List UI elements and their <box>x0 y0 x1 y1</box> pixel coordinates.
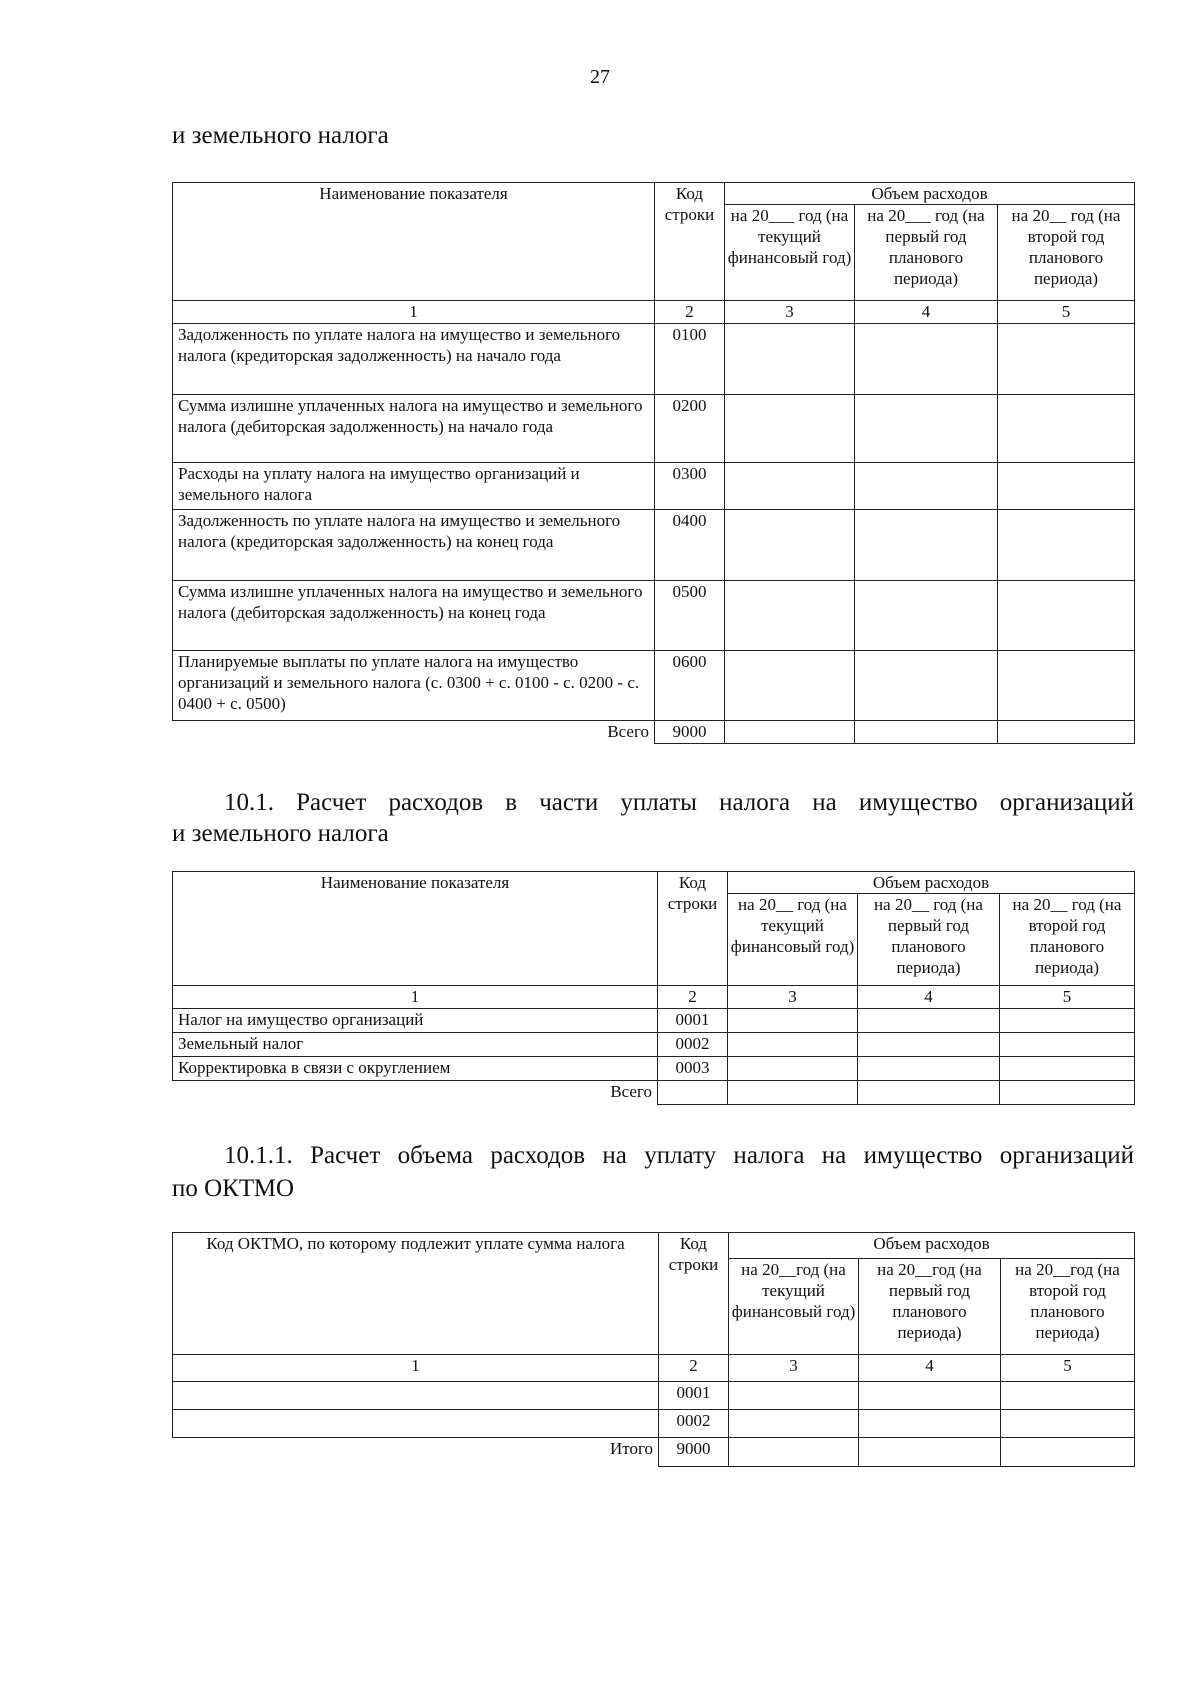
row-code: 0002 <box>659 1410 729 1438</box>
oktmo-code-cell[interactable] <box>173 1410 659 1438</box>
table-row <box>173 1057 1135 1081</box>
column-number: 5 <box>998 301 1135 324</box>
row-code: 0500 <box>655 581 725 651</box>
total-label: Всего <box>173 1081 658 1105</box>
value-cell[interactable] <box>998 395 1135 463</box>
column-number: 2 <box>659 1355 729 1382</box>
row-code: 0600 <box>655 651 725 721</box>
value-cell[interactable] <box>1001 1382 1135 1410</box>
value-cell[interactable] <box>858 1081 1000 1105</box>
column-number-row <box>173 301 1135 324</box>
total-row <box>173 1438 1135 1467</box>
value-cell[interactable] <box>1000 1081 1135 1105</box>
value-cell[interactable] <box>1000 1009 1135 1033</box>
value-cell[interactable] <box>998 463 1135 510</box>
section-10-1-1-title-cont: по ОКТМО <box>172 1175 295 1202</box>
row-code: 0400 <box>655 510 725 581</box>
value-cell[interactable] <box>998 581 1135 651</box>
value-cell[interactable] <box>855 395 998 463</box>
value-cell[interactable] <box>725 651 855 721</box>
value-cell[interactable] <box>859 1410 1001 1438</box>
column-number: 4 <box>855 301 998 324</box>
header-second-plan-year: на 20__ год (на второй год планового периода) <box>1000 894 1135 986</box>
row-code: 0001 <box>658 1009 728 1033</box>
table-row <box>173 1410 1135 1438</box>
column-number: 3 <box>729 1355 859 1382</box>
header-indicator-name: Наименование показателя <box>173 183 655 301</box>
column-number: 4 <box>858 986 1000 1009</box>
row-code: 0003 <box>658 1057 728 1081</box>
total-row <box>173 1081 1135 1105</box>
table-row <box>173 395 1135 463</box>
value-cell[interactable] <box>855 510 998 581</box>
column-number: 3 <box>725 301 855 324</box>
section-10-1-title-cont: и земельного налога <box>172 820 389 847</box>
section-10-1-title: 10.1. Расчет расходов в части уплаты налога на имущество организаций <box>224 789 1134 816</box>
total-label: Итого <box>173 1438 659 1467</box>
value-cell[interactable] <box>859 1438 1001 1467</box>
total-code: 9000 <box>659 1438 729 1467</box>
table-row <box>173 651 1135 721</box>
column-number-row <box>173 986 1135 1009</box>
value-cell[interactable] <box>1001 1410 1135 1438</box>
row-code: 0002 <box>658 1033 728 1057</box>
section-tail-heading: и земельного налога <box>172 122 389 149</box>
row-code: 0100 <box>655 324 725 395</box>
column-number: 2 <box>655 301 725 324</box>
table-row <box>173 1009 1135 1033</box>
value-cell[interactable] <box>855 721 998 744</box>
header-row-code: Код строки <box>655 183 725 301</box>
expenses-breakdown-table <box>172 871 1135 1105</box>
header-second-plan-year: на 20__год (на второй год планового периода) <box>1001 1259 1135 1355</box>
value-cell[interactable] <box>998 721 1135 744</box>
value-cell[interactable] <box>725 581 855 651</box>
value-cell[interactable] <box>729 1438 859 1467</box>
indicator-name: Задолженность по уплате налога на имущество и земельного налога (кредиторская задолженность) на начало года <box>173 324 655 395</box>
value-cell[interactable] <box>998 651 1135 721</box>
table-row <box>173 1033 1135 1057</box>
column-number: 1 <box>173 986 658 1009</box>
value-cell[interactable] <box>858 1057 1000 1081</box>
value-cell[interactable] <box>1000 1057 1135 1081</box>
indicator-name: Корректировка в связи с округлением <box>173 1057 658 1081</box>
column-number: 5 <box>1001 1355 1135 1382</box>
column-number: 2 <box>658 986 728 1009</box>
total-code: 9000 <box>655 721 725 744</box>
total-row <box>173 721 1135 744</box>
value-cell[interactable] <box>998 324 1135 395</box>
value-cell[interactable] <box>855 324 998 395</box>
value-cell[interactable] <box>855 581 998 651</box>
value-cell[interactable] <box>728 1057 858 1081</box>
indicator-name: Планируемые выплаты по уплате налога на имущество организаций и земельного налога (с. 0300 + с. 0100 - с. 0200 - с. 0400 + с. 0500) <box>173 651 655 721</box>
indicator-name: Задолженность по уплате налога на имущество и земельного налога (кредиторская задолженность) на конец года <box>173 510 655 581</box>
value-cell[interactable] <box>855 651 998 721</box>
oktmo-table <box>172 1232 1135 1467</box>
table-row <box>173 463 1135 510</box>
value-cell[interactable] <box>725 395 855 463</box>
header-row-code: Код строки <box>658 872 728 986</box>
column-number: 5 <box>1000 986 1135 1009</box>
value-cell[interactable] <box>725 510 855 581</box>
value-cell[interactable] <box>1000 1033 1135 1057</box>
value-cell[interactable] <box>729 1410 859 1438</box>
value-cell[interactable] <box>728 1009 858 1033</box>
indicator-name: Расходы на уплату налога на имущество организаций и земельного налога <box>173 463 655 510</box>
header-first-plan-year: на 20__год (на первый год планового периода) <box>859 1259 1001 1355</box>
total-label: Всего <box>173 721 655 744</box>
header-indicator-name: Наименование показателя <box>173 872 658 986</box>
header-current-year: на 20__ год (на текущий финансовый год) <box>728 894 858 986</box>
value-cell[interactable] <box>725 463 855 510</box>
header-expense-volume: Объем расходов <box>729 1233 1135 1259</box>
row-code: 0300 <box>655 463 725 510</box>
table-row <box>173 1382 1135 1410</box>
header-oktmo-code: Код ОКТМО, по которому подлежит уплате сумма налога <box>173 1233 659 1355</box>
oktmo-code-cell[interactable] <box>173 1382 659 1410</box>
column-number: 4 <box>859 1355 1001 1382</box>
value-cell[interactable] <box>728 1033 858 1057</box>
column-number: 1 <box>173 301 655 324</box>
value-cell[interactable] <box>725 324 855 395</box>
value-cell[interactable] <box>855 463 998 510</box>
header-current-year: на 20__год (на текущий финансовый год) <box>729 1259 859 1355</box>
column-number: 3 <box>728 986 858 1009</box>
indicator-name: Налог на имущество организаций <box>173 1009 658 1033</box>
header-second-plan-year: на 20__ год (на второй год планового периода) <box>998 205 1135 301</box>
value-cell[interactable] <box>858 1033 1000 1057</box>
row-code: 0200 <box>655 395 725 463</box>
header-first-plan-year: на 20__ год (на первый год планового периода) <box>858 894 1000 986</box>
column-number-row <box>173 1355 1135 1382</box>
row-code: 0001 <box>659 1382 729 1410</box>
header-expense-volume: Объем расходов <box>725 183 1135 205</box>
column-number: 1 <box>173 1355 659 1382</box>
value-cell[interactable] <box>859 1382 1001 1410</box>
value-cell[interactable] <box>858 1009 1000 1033</box>
value-cell[interactable] <box>1001 1438 1135 1467</box>
indicator-name: Сумма излишне уплаченных налога на имущество и земельного налога (дебиторская задолженность) на конец года <box>173 581 655 651</box>
header-row-code: Код строки <box>659 1233 729 1355</box>
expenses-table <box>172 182 1135 744</box>
value-cell[interactable] <box>725 721 855 744</box>
header-first-plan-year: на 20___ год (на первый год планового периода) <box>855 205 998 301</box>
total-code-cell[interactable] <box>658 1081 728 1105</box>
header-current-year: на 20___ год (на текущий финансовый год) <box>725 205 855 301</box>
value-cell[interactable] <box>998 510 1135 581</box>
section-10-1-1-title: 10.1.1. Расчет объема расходов на уплату налога на имущество организаций <box>224 1142 1134 1169</box>
table-row <box>173 324 1135 395</box>
table-row <box>173 510 1135 581</box>
page-number: 27 <box>590 66 610 88</box>
table-row <box>173 581 1135 651</box>
value-cell[interactable] <box>728 1081 858 1105</box>
header-expense-volume: Объем расходов <box>728 872 1135 894</box>
indicator-name: Сумма излишне уплаченных налога на имущество и земельного налога (дебиторская задолженность) на начало года <box>173 395 655 463</box>
indicator-name: Земельный налог <box>173 1033 658 1057</box>
value-cell[interactable] <box>729 1382 859 1410</box>
